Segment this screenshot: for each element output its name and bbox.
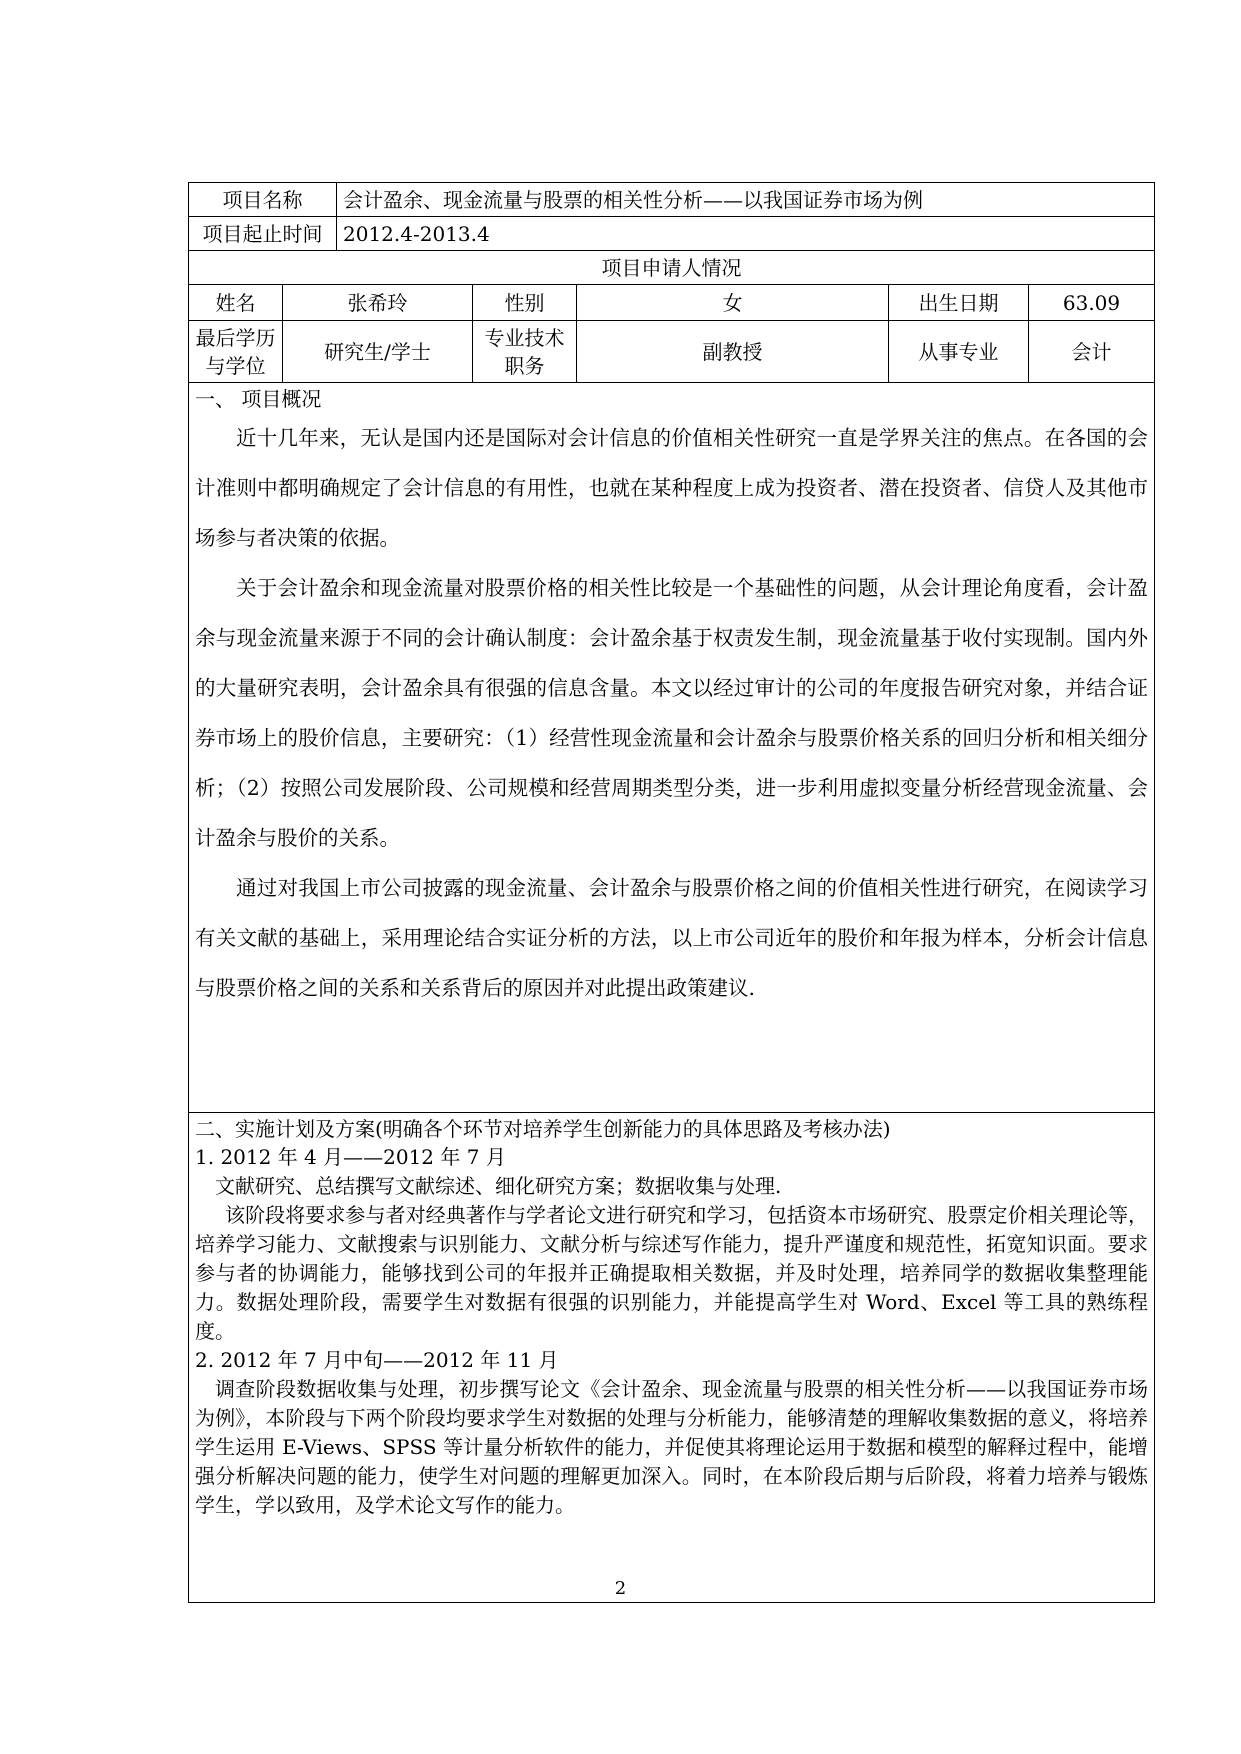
gender-value: 女 [577, 285, 889, 321]
degree-label-line2: 与学位 [205, 353, 266, 378]
project-name-value: 会计盈余、现金流量与股票的相关性分析——以我国证券市场为例 [337, 183, 1155, 217]
birth-value: 63.09 [1029, 285, 1155, 321]
overview-paragraph: 关于会计盈余和现金流量对股票价格的相关性比较是一个基础性的问题，从会计理论角度看，会计盈余与现金流量来源于不同的会计确认制度：会计盈余基于权责发生制，现金流量基于收付实现制。国内外的大量研究表明，会计盈余具有很强的信息含量。本文以经过审计的公司的年度报告研究对象，并结合证券市场上的股价信息，主要研究：（1）经营性现金流量和会计盈余与股票价格关系的回归分析和相关细分析；（2）按照公司发展阶段、公司规模和经营周期类型分类，进一步利用虚拟变量分析经营现金流量、会计盈余与股价的关系。 [195, 576, 1149, 850]
overview-paragraph: 近十几年来，无认是国内还是国际对会计信息的价值相关性研究一直是学界关注的焦点。在各国的会计准则中都明确规定了会计信息的有用性，也就在某种程度上成为投资者、潜在投资者、信贷人及其他市场参与者决策的依据。 [195, 426, 1149, 550]
title-label-line2: 职务 [504, 353, 545, 378]
section-overview-row [189, 383, 1155, 1113]
section-plan [189, 1113, 1155, 1603]
degree-value: 研究生/学士 [283, 321, 473, 383]
stage1-detail: 该阶段将要求参与者对经典著作与学者论文进行研究和学习，包括资本市场研究、股票定价相关理论等，培养学习能力、文献搜索与识别能力、文献分析与综述写作能力，提升严谨度和规范性，拓宽知识面。要求参与者的协调能力，能够找到公司的年报并正确提取相关数据，并及时处理，培养同学的数据收集整理能力。数据处理阶段，需要学生对数据有很强的识别能力，并能提高学生对 Word、Excel 等工具的熟练程度。 [195, 1203, 1149, 1343]
applicant-header-row [189, 251, 1155, 285]
major-label: 从事专业 [889, 321, 1029, 383]
project-period-row [189, 217, 1155, 251]
title-label-line1: 专业技术 [484, 325, 565, 350]
gender-label: 性别 [473, 285, 577, 321]
page-number: 2 [614, 1578, 627, 1599]
applicant-header: 项目申请人情况 [189, 251, 1155, 285]
name-label: 姓名 [189, 285, 283, 321]
stage1-summary: 文献研究、总结撰写文献综述、细化研究方案；数据收集与处理. [215, 1174, 782, 1198]
project-name-row [189, 183, 1155, 217]
name-value: 张希玲 [283, 285, 473, 321]
degree-label-line1: 最后学历 [195, 325, 276, 350]
major-value: 会计 [1029, 321, 1155, 383]
stage1-title: 1. 2012 年 4 月——2012 年 7 月 [195, 1145, 506, 1169]
title-value: 副教授 [577, 321, 889, 383]
section-overview [189, 383, 1155, 1113]
title-label [473, 321, 577, 383]
applicant-degree-row [189, 321, 1155, 383]
applicant-basic-row [189, 285, 1155, 321]
stage2-title: 2. 2012 年 7 月中旬——2012 年 11 月 [195, 1348, 559, 1372]
project-name-label: 项目名称 [189, 183, 337, 217]
section-plan-row [189, 1113, 1155, 1603]
section-overview-heading: 一、 项目概况 [195, 387, 322, 411]
stage2-detail: 调查阶段数据收集与处理，初步撰写论文《会计盈余、现金流量与股票的相关性分析——以我国证券市场为例》，本阶段与下两个阶段均要求学生对数据的处理与分析能力，能够清楚的理解收集数据的意义，将培养学生运用 E-Views、SPSS 等计量分析软件的能力，并促使其将理论运用于数据和模型的解释过程中，能增强分析解决问题的能力，使学生对问题的理解更加深入。同时，在本阶段后期与后阶段，将着力培养与锻炼学生，学以致用，及学术论文写作的能力。 [195, 1377, 1149, 1517]
project-period-value: 2012.4-2013.4 [337, 217, 1155, 251]
birth-label: 出生日期 [889, 285, 1029, 321]
section-plan-heading: 二、实施计划及方案(明确各个环节对培养学生创新能力的具体思路及考核办法) [195, 1117, 891, 1141]
application-form-table [188, 182, 1155, 1603]
degree-label [189, 321, 283, 383]
overview-paragraph: 通过对我国上市公司披露的现金流量、会计盈余与股票价格之间的价值相关性进行研究，在阅读学习有关文献的基础上，采用理论结合实证分析的方法，以上市公司近年的股价和年报为样本，分析会计信息与股票价格之间的关系和关系背后的原因并对此提出政策建议. [195, 876, 1149, 1000]
project-period-label: 项目起止时间 [189, 217, 337, 251]
